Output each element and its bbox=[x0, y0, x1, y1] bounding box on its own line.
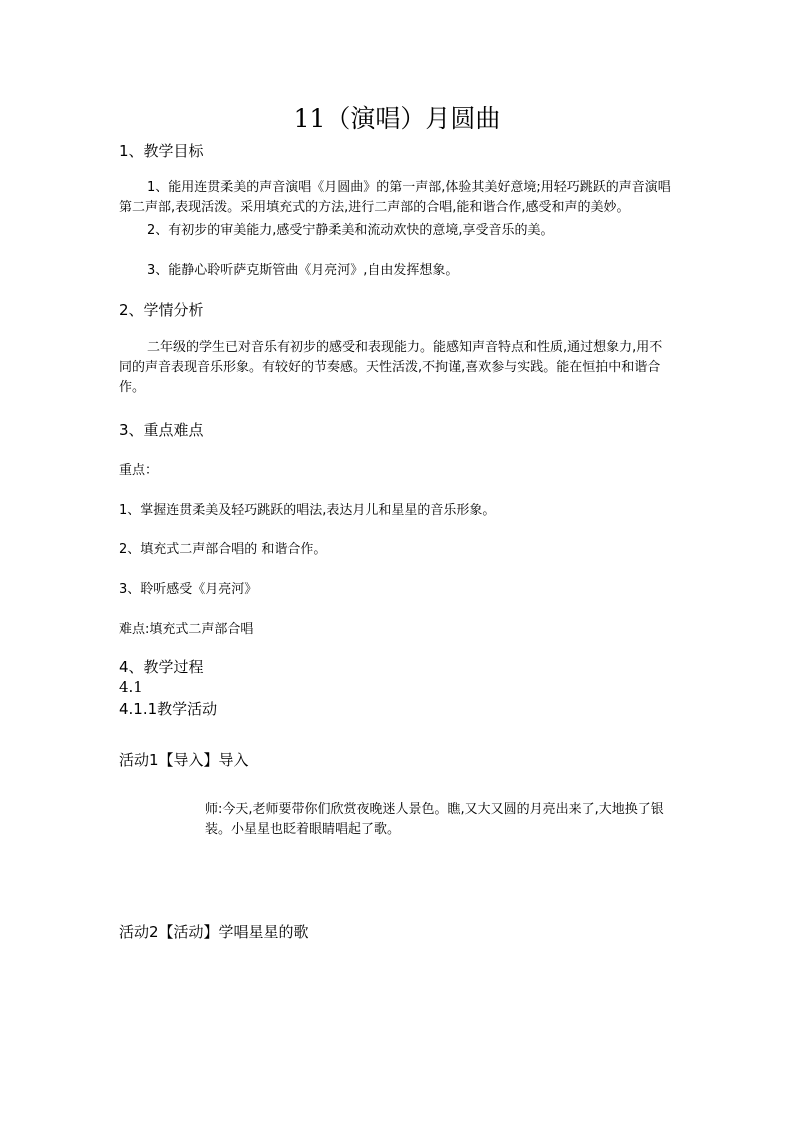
goal-item-1: 1、能用连贯柔美的声音演唱《月圆曲》的第一声部,体验其美好意境;用轻巧跳跃的声音演唱第二声部,表现活泼。采用填充式的方法,进行二声部的合唱,能和谐合作,感受和声的美妙。 bbox=[119, 180, 671, 215]
analysis-text: 二年级的学生已对音乐有初步的感受和表现能力。能感知声音特点和性质,通过想象力,用不同的声音表现音乐形象。有较好的节奏感。天性活泼,不拘谨,喜欢参与实践。能在恒拍中和谐合作。 bbox=[119, 340, 663, 395]
section-heading-goals: 1、教学目标 bbox=[119, 142, 204, 160]
key-item-2: 2、填充式二声部合唱的 和谐合作。 bbox=[119, 542, 327, 557]
section-heading-keypoints: 3、重点难点 bbox=[119, 421, 204, 439]
key-item-3: 3、聆听感受《月亮河》 bbox=[119, 582, 258, 597]
section-heading-process: 4、教学过程 bbox=[119, 658, 204, 676]
subsection-4-1-1: 4.1.1教学活动 bbox=[119, 700, 218, 718]
activity-2-title: 活动2【活动】学唱星星的歌 bbox=[119, 923, 309, 941]
key-label: 重点： bbox=[119, 463, 159, 478]
goal-item-2: 2、有初步的审美能力,感受宁静柔美和流动欢快的意境,享受音乐的美。 bbox=[147, 223, 554, 238]
activity-1-title: 活动1【导入】导入 bbox=[119, 751, 249, 769]
activity-1-text: 师:今天,老师要带你们欣赏夜晚迷人景色。瞧,又大又圆的月亮出来了,大地换了银装。小星星也眨着眼睛唱起了歌。 bbox=[205, 802, 664, 837]
subsection-4-1: 4.1 bbox=[119, 678, 143, 696]
goal-item-3: 3、能静心聆听萨克斯管曲《月亮河》,自由发挥想象。 bbox=[147, 263, 459, 278]
difficulty-text: 难点:填充式二声部合唱 bbox=[119, 622, 254, 637]
page-title: 11（演唱）月圆曲 bbox=[293, 104, 501, 133]
section-heading-analysis: 2、学情分析 bbox=[119, 301, 204, 319]
key-item-1: 1、掌握连贯柔美及轻巧跳跃的唱法,表达月儿和星星的音乐形象。 bbox=[119, 503, 496, 518]
